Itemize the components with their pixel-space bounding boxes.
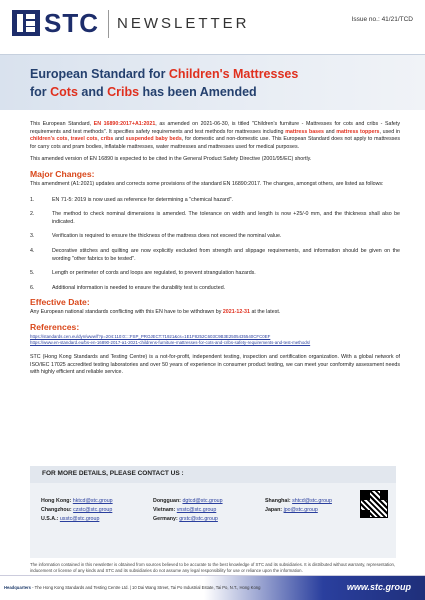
disclaimer: The information contained in this newsletter is obtained from sources believed to be accurate to the best knowledge of STC and its subsidiaries. It is distributed without warranty, representation, inducement or license of any kinds and STC and its subsidiaries do not assume any legal responsibility for use or reliance upon the information. bbox=[30, 562, 396, 573]
intro-paragraph-2: This amended version of EN 16890 is expected to be cited in the General Product Safety Directive (2001/95/EC) shortly. bbox=[30, 156, 312, 163]
reference-link-2[interactable]: https://www.en-standard.eu/bs-en-16890-2017-a1-2021-childrens-furniture-mattresses-for-cots-and-cribs-safety-requirements-and-test-methods/ bbox=[30, 339, 311, 345]
page-title bbox=[30, 65, 410, 101]
stc-logo-mark-icon bbox=[12, 10, 40, 36]
major-changes-lead: This amendment (A1:2021) updates and corrects some provisions of the standard EN 16890:2017. The changes, amongst others, are listed as follows: bbox=[30, 180, 384, 187]
footer-address: Headquarters - The Hong Kong Standards and Testing Centre Ltd. | 10 Dai Wang Street, Tai Po Industrial Estate, Tai Po, N.T., Hong Kong bbox=[4, 585, 261, 590]
title-part: has been Amended bbox=[139, 85, 257, 99]
references-heading: References: bbox=[30, 321, 80, 332]
header bbox=[0, 0, 425, 46]
title-part: for bbox=[30, 85, 51, 99]
list-item: 5. Length or perimeter of cords and loops are regulated, to prevent strangulation hazards. bbox=[30, 270, 256, 277]
effective-date-heading: Effective Date: bbox=[30, 297, 90, 308]
email-link[interactable]: shtcd@stc.group bbox=[292, 498, 332, 504]
title-banner bbox=[0, 54, 425, 110]
contact-header bbox=[30, 466, 396, 483]
contact-box bbox=[30, 466, 396, 558]
issue-number: Issue no.: 41/21/TCD bbox=[351, 16, 413, 23]
list-item: 1. EN 71-5: 2019 is now used as reference for determining a "chemical hazard". bbox=[30, 196, 234, 203]
email-link[interactable]: czstc@stc.group bbox=[73, 507, 113, 513]
email-link[interactable]: grstc@stc.group bbox=[179, 516, 218, 522]
email-link[interactable]: dgtcd@stc.group bbox=[182, 498, 223, 504]
contact-heading: FOR MORE DETAILS, PLEASE CONTACT US : bbox=[42, 470, 184, 477]
about-stc: STC (Hong Kong Standards and Testing Centre) is a not-for-profit, independent testing, inspection and certification organization. With a global network of ISO/IEC 17025 accredited testing laboratories and over 50 years of experience in consumer product testing, we can meet your conformity assessment needs with highly efficient and reliable service. bbox=[30, 353, 400, 376]
email-link[interactable]: usstc@stc.group bbox=[59, 516, 100, 522]
list-item: 3. Verification is required to ensure the thickness of the mattress does not exceed the nominal value. bbox=[30, 233, 282, 240]
footer bbox=[0, 575, 425, 600]
title-highlight: Children's Mattresses bbox=[168, 67, 299, 81]
footer-website-link[interactable]: www.stc.group bbox=[346, 582, 411, 592]
title-highlight: Cribs bbox=[107, 85, 140, 99]
email-link[interactable]: hktcd@stc.group bbox=[72, 498, 113, 504]
reference-link-1[interactable]: https://standards.cen.eu/dyn/www/f?p=204:110:0::::FSP_PROJECT:71921&cs=1E1F8252C603C9B3E2505435540CFC0EF bbox=[30, 333, 271, 339]
email-link[interactable]: jpo@stc.group bbox=[283, 507, 318, 513]
title-highlight: Cots bbox=[50, 85, 78, 99]
effective-date-text: Any European national standards conflicting with this EN have to be withdrawn by 2021-12-31 at the latest. bbox=[30, 309, 281, 316]
title-part: European Standard for bbox=[30, 67, 169, 81]
article-body bbox=[30, 121, 400, 382]
intro-paragraph: This European Standard, EN 16890:2017+A1:2021, as amended on 2021-06-30, is titled "Children's furniture - Mattresses for cots and cribs - Safety requirements and test methods". It specifies safety requirements and test methods for mattresses including mattress bases and mattress toppers, used in children's cots, travel cots, cribs and suspended baby beds, for domestic and non-domestic use. This European Standard does not apply to mattresses for carry cots and pram bodies, inflatable mattresses, water mattresses and mattresses used for medical purposes. bbox=[30, 121, 401, 150]
list-item: 4. Decorative stitches and quilting are now explicitly excluded from strength and slippage requirements, and information should be given on the wording "other fabrics to be tested". bbox=[30, 247, 400, 262]
logo-text: STC bbox=[44, 8, 99, 38]
major-changes-heading: Major Changes: bbox=[30, 168, 95, 179]
contact-grid: Hong Kong: hktcd@stc.group Dongguan: dgtcd@stc.group Shanghai: shtcd@stc.group Changzhou: czstc@stc.group Vietnam: vnstc@stc.group Japan: jpo@stc.group U.S.A.: usstc@stc.group Germany: grstc@stc.group bbox=[41, 498, 332, 522]
list-item: 6. Additional information is needed to ensure the durability test is conducted. bbox=[30, 284, 226, 291]
title-part: and bbox=[77, 85, 108, 99]
stc-logo[interactable] bbox=[12, 10, 99, 36]
header-divider bbox=[108, 10, 109, 38]
email-link[interactable]: vnstc@stc.group bbox=[176, 507, 217, 513]
list-item: 2. The method to check nominal dimensions is amended. The tolerance on width and length is now +25/-0 mm, and the thickness shall also be indicated. bbox=[30, 211, 400, 225]
newsletter-label: NEWSLETTER bbox=[117, 15, 250, 32]
qr-code-icon[interactable] bbox=[360, 490, 388, 518]
